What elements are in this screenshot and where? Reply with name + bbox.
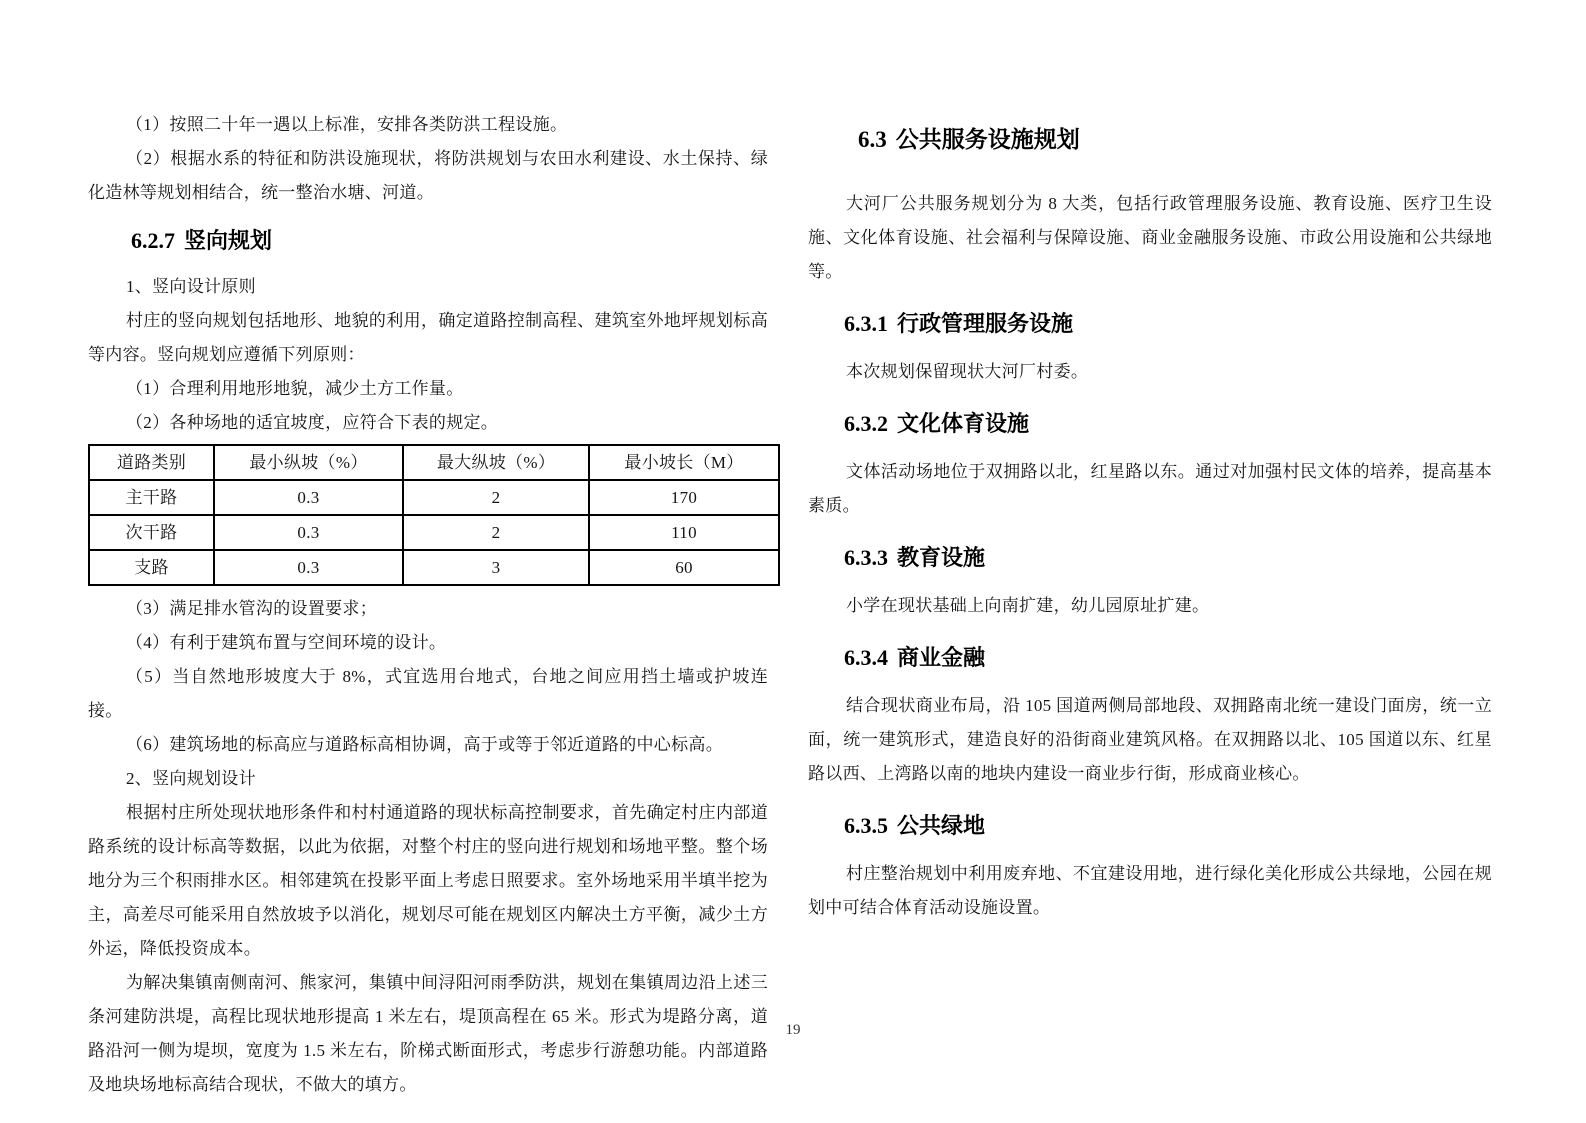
subsection-body-631: 本次规划保留现状大河厂村委。 (846, 362, 1089, 381)
subsection-body-634: 结合现状商业布局，沿 105 国道两侧局部地段、双拥路南北统一建设门面房，统一立面，统一建筑形式，建造良好的沿街商业建筑风格。在双拥路以北、105 国道以东、红星路以西、上湾路以南的地块内建设一商业步行街，形成商业核心。 (808, 696, 1492, 783)
table-cell: 次干路 (89, 515, 214, 550)
table-cell: 2 (403, 515, 589, 550)
subsection-title: 商业金融 (897, 645, 986, 670)
table-row (89, 480, 779, 515)
section-number: 6.2.7 (131, 228, 175, 253)
subsection-title: 教育设施 (897, 545, 986, 570)
subsection-title: 公共绿地 (897, 813, 986, 838)
table-cell: 0.3 (214, 550, 403, 585)
table-cell: 2 (403, 480, 589, 515)
table-cell: 60 (589, 550, 779, 585)
principle-4: （4）有利于建筑布置与空间环境的设计。 (126, 633, 447, 652)
table-cell: 0.3 (214, 480, 403, 515)
table-cell: 主干路 (89, 480, 214, 515)
subsection-heading-635 (808, 811, 1492, 841)
vertical-planning-intro: 村庄的竖向规划包括地形、地貌的利用，确定道路控制高程、建筑室外地坪规划标高等内容。竖向规划应遵循下列原则： (88, 311, 768, 364)
road-slope-table (88, 444, 780, 586)
subsection-title: 行政管理服务设施 (897, 311, 1074, 336)
subsection-body-635: 村庄整治规划中利用废弃地、不宜建设用地，进行绿化美化形成公共绿地，公园在规划中可结合体育活动设施设置。 (808, 864, 1492, 917)
table-header-cell: 最大纵坡（%） (403, 445, 589, 480)
subsection-number: 6.3.4 (844, 645, 888, 670)
section-title: 公共服务设施规划 (895, 126, 1080, 152)
table-cell: 0.3 (214, 515, 403, 550)
subsection-body-632: 文体活动场地位于双拥路以北，红星路以东。通过对加强村民文体的培养，提高基本素质。 (808, 462, 1492, 515)
flood-dike-paragraph: 为解决集镇南侧南河、熊家河，集镇中间浔阳河雨季防洪，规划在集镇周边沿上述三条河建防洪堤，高程比现状地形提高 1 米左右，堤顶高程在 65 米。形式为堤路分离，道路沿河一侧为堤坝，宽度为 1.5 米左右，阶梯式断面形式，考虑步行游憩功能。内部道路及地块场地标高结合现状，不做大的填方。 (88, 973, 768, 1094)
principle-6: （6）建筑场地的标高应与道路标高相协调，高于或等于邻近道路的中心标高。 (126, 735, 723, 754)
subsection-title: 文化体育设施 (897, 411, 1030, 436)
table-header-cell: 最小纵坡（%） (214, 445, 403, 480)
subsection-heading-634 (808, 643, 1492, 673)
subsection-number: 6.3.5 (844, 813, 888, 838)
right-column (808, 108, 1492, 925)
subsection-heading-631 (808, 309, 1492, 339)
page-number: 19 (785, 1022, 801, 1038)
table-cell: 支路 (89, 550, 214, 585)
table-cell: 110 (589, 515, 779, 550)
subsection-heading-633 (808, 543, 1492, 573)
flood-measure-2: （2）根据水系的特征和防洪设施现状，将防洪规划与农田水利建设、水土保持、绿化造林等规划相结合，统一整治水塘、河道。 (88, 149, 768, 202)
principle-1: （1）合理利用地形地貌，减少土方工作量。 (126, 379, 464, 398)
subsection-body-633: 小学在现状基础上向南扩建，幼儿园原址扩建。 (846, 596, 1210, 615)
table-header-row (89, 445, 779, 480)
table-cell: 3 (403, 550, 589, 585)
list-item-2-title: 2、竖向规划设计 (126, 769, 256, 788)
left-column (88, 108, 768, 1102)
flood-measure-1: （1）按照二十年一遇以上标准，安排各类防洪工程设施。 (126, 115, 568, 134)
table-row (89, 515, 779, 550)
section-heading-63 (808, 124, 1492, 155)
public-facilities-intro: 大河厂公共服务规划分为 8 大类，包括行政管理服务设施、教育设施、医疗卫生设施、文化体育设施、社会福利与保障设施、商业金融服务设施、市政公用设施和公共绿地等。 (808, 194, 1492, 281)
principle-3: （3）满足排水管沟的设置要求； (126, 599, 377, 618)
list-item-1-title: 1、竖向设计原则 (126, 277, 256, 296)
table-row (89, 550, 779, 585)
section-number: 6.3 (858, 127, 887, 152)
principle-2: （2）各种场地的适宜坡度，应符合下表的规定。 (126, 413, 499, 432)
subsection-number: 6.3.2 (844, 411, 888, 436)
subsection-number: 6.3.1 (844, 311, 888, 336)
table-header-cell: 最小坡长（M） (589, 445, 779, 480)
section-heading-627 (88, 226, 768, 256)
vertical-design-paragraph: 根据村庄所处现状地形条件和村村通道路的现状标高控制要求，首先确定村庄内部道路系统的设计标高等数据，以此为依据，对整个村庄的竖向进行规划和场地平整。整个场地分为三个积雨排水区。相邻建筑在投影平面上考虑日照要求。室外场地采用半填半挖为主，高差尽可能采用自然放坡予以消化，规划尽可能在规划区内解决土方平衡，减少土方外运，降低投资成本。 (88, 803, 768, 958)
principle-5: （5）当自然地形坡度大于 8%，式宜选用台地式，台地之间应用挡土墙或护坡连接。 (88, 667, 768, 720)
table-cell: 170 (589, 480, 779, 515)
subsection-number: 6.3.3 (844, 545, 888, 570)
subsection-heading-632 (808, 409, 1492, 439)
table-header-cell: 道路类别 (89, 445, 214, 480)
section-title: 竖向规划 (184, 228, 273, 253)
